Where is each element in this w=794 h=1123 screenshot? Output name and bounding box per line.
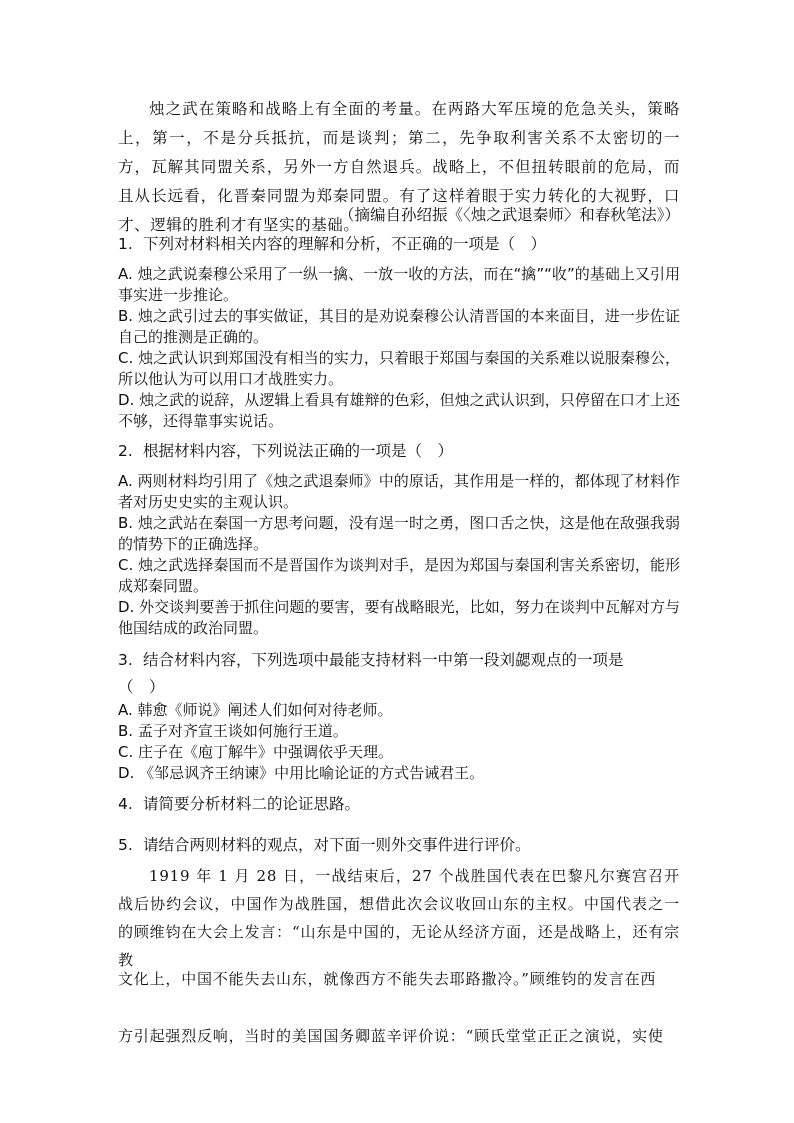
event-paragraph-start: 1919 年 1 月 28 日，一战结束后，27 个战胜国代表在巴黎凡尔赛宫召开战后协约会议，中国作为战胜国，想借此次会议收回山东的主权。中国代表之一的顾维钧在大会上发言：“山东是中国的，无论从经济方面，还是战略上，还有宗教 — [118, 867, 680, 969]
question-5-text: 请结合两则材料的观点，对下面一则外交事件进行评价。 — [142, 836, 531, 854]
question-1-option-c: C. 烛之武认识到郑国没有相当的实力，只着眼于郑国与秦国的关系难以说服秦穆公，所以他认为可以用口才战胜实力。 — [118, 349, 680, 388]
question-1-text: 下列对材料相关内容的理解和分析，不正确的一项是（ ） — [142, 235, 546, 253]
question-4-stem — [118, 794, 680, 815]
passage-source: （摘编自孙绍振《〈烛之武退秦师〉和春秋笔法》） — [338, 206, 680, 224]
question-2-number: 2. — [118, 442, 133, 460]
question-1-option-a: A. 烛之武说秦穆公采用了一纵一擒、一放一收的方法，而在“擒”“收”的基础上又引用事实进一步推论。 — [118, 265, 680, 304]
question-5-stem — [118, 835, 680, 856]
question-3-option-b: B. 孟子对齐宣王谈如何施行王道。 — [118, 722, 348, 740]
question-3-stem-continued: （ ） — [118, 678, 165, 696]
question-1-option-d: D. 烛之武的说辞，从逻辑上看具有雄辩的色彩，但烛之武认识到，只停留在口才上还不够，还得靠事实说话。 — [118, 391, 680, 430]
question-1-option-b: B. 烛之武引过去的事实做证，其目的是劝说秦穆公认清晋国的本来面目，进一步佐证自己的推测是正确的。 — [118, 307, 680, 346]
question-4-number: 4. — [118, 795, 133, 813]
event-paragraph-line3: 方引起强烈反响，当时的美国国务卿蓝辛评价说：“顾氏堂堂正正之演说，实使 — [118, 1027, 664, 1045]
question-5-number: 5. — [118, 836, 133, 854]
passage-paragraph: 烛之武在策略和战略上有全面的考量。在两路大军压境的危急关头，策略上，第一，不是分兵抵抗，而是谈判；第二，先争取利害关系不太密切的一方，瓦解其同盟关系，另外一方自然退兵。战略上，不但扭转眼前的危局，而且从长远看，化晋秦同盟为郑秦同盟。有了这样着眼于实力转化的大视野，口才、逻辑的胜利才有坚实的基础。 — [118, 100, 680, 234]
question-2-option-a: A. 两则材料均引用了《烛之武退秦师》中的原话，其作用是一样的，都体现了材料作者对历史史实的主观认识。 — [118, 472, 680, 511]
question-3-stem — [118, 650, 680, 671]
event-paragraph-line2: 文化上，中国不能失去山东，就像西方不能失去耶路撒冷。”顾维钧的发言在西 — [118, 970, 657, 988]
question-2-stem — [118, 441, 680, 462]
question-3-number: 3. — [118, 651, 133, 669]
question-2-option-c: C. 烛之武选择秦国而不是晋国作为谈判对手，是因为郑国与秦国利害关系密切，能形成郑秦同盟。 — [118, 556, 680, 595]
question-3-text: 结合材料内容，下列选项中最能支持材料一中第一段刘勰观点的一项是 — [142, 651, 624, 669]
question-3-option-a: A. 韩愈《师说》阐述人们如何对待老师。 — [118, 701, 393, 719]
question-2-option-d: D. 外交谈判要善于抓住问题的要害，要有战略眼光，比如，努力在谈判中瓦解对方与他国结成的政治同盟。 — [118, 598, 680, 637]
question-4-text: 请简要分析材料二的论证思路。 — [142, 795, 360, 813]
question-2-option-b: B. 烛之武站在秦国一方思考问题，没有逞一时之勇，图口舌之快，这是他在敌强我弱的情势下的正确选择。 — [118, 514, 680, 553]
question-2-text: 根据材料内容，下列说法正确的一项是（ ） — [142, 442, 453, 460]
question-1-number: 1. — [118, 235, 133, 253]
question-1-stem — [118, 234, 680, 255]
question-3-option-d: D. 《邹忌讽齐王纳谏》中用比喻论证的方式告诫君王。 — [118, 764, 485, 782]
question-3-option-c: C. 庄子在《庖丁解牛》中强调依乎天理。 — [118, 743, 394, 761]
